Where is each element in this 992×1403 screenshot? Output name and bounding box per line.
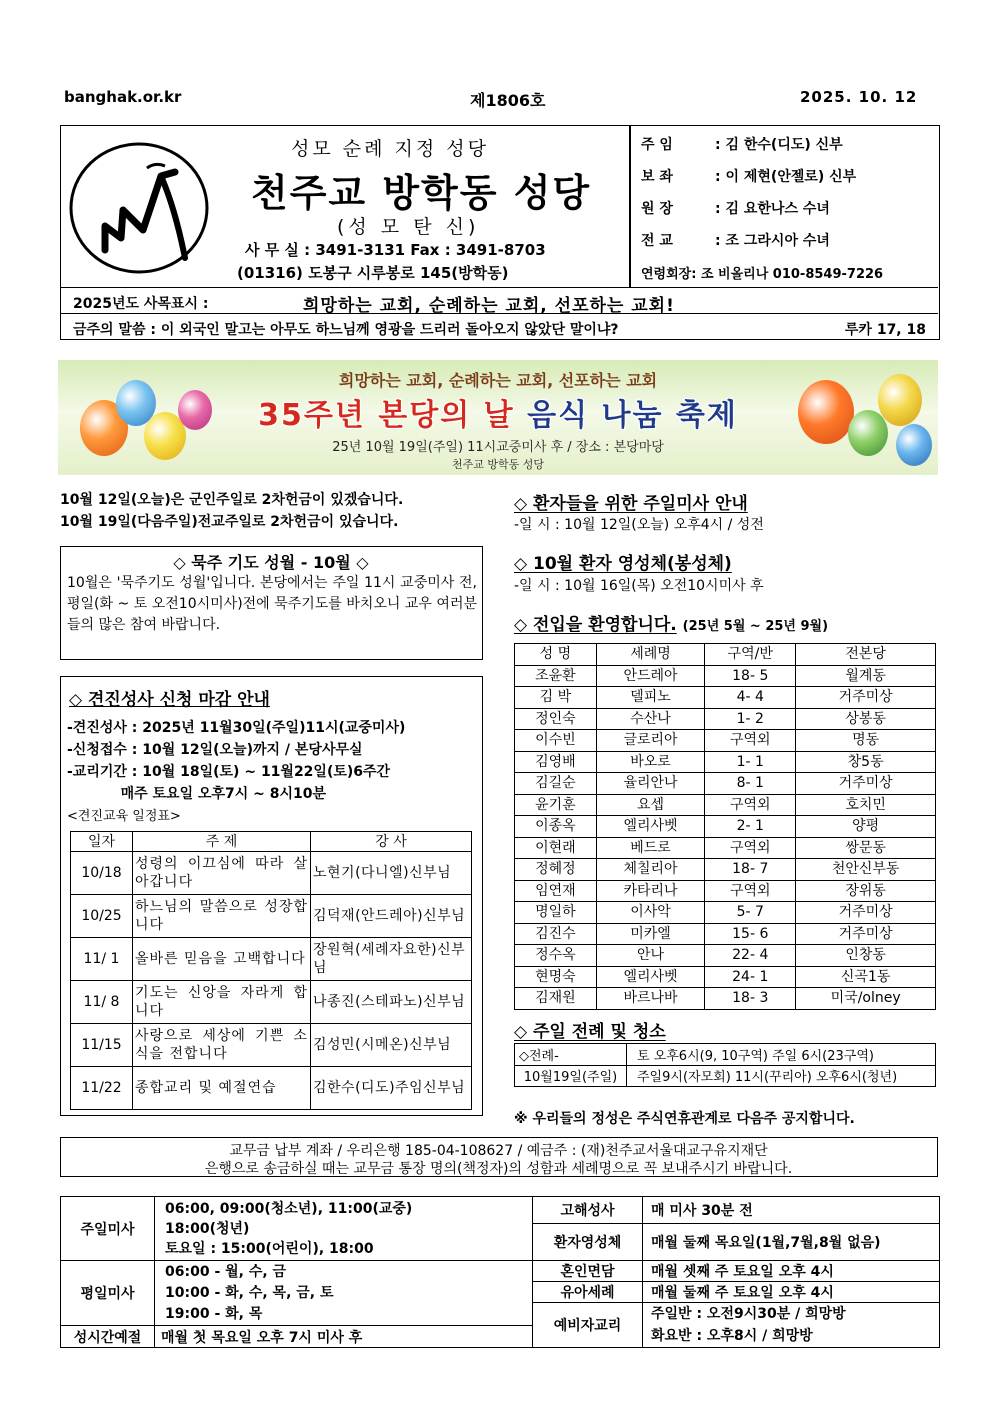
table-row: 예비자교리 주일반 : 오전9시30분 / 희망방 화요반 : 오후8시 / 희망방 [61,1303,940,1326]
sick-communion-heading: ◇ 10월 환자 영성체(봉성체) [514,554,732,574]
table-row: 11/ 8 기도는 신앙을 자라게 합니다 나종진(스테파노)신부님 [71,981,472,1024]
header-main [61,126,938,288]
table-row: ◇전례- 토 오후6시(9, 10구역) 주일 6시(23구역) [515,1044,936,1066]
staff-row: 원 장 : 김 요한나스 수녀 [641,201,830,217]
confirmation-box [60,676,483,1116]
staff-row: 주 임 : 김 한수(디도) 신부 [641,137,843,153]
table-row: 11/ 1 올바른 믿음을 고백합니다 장원혁(세례자요한)신부님 [71,938,472,981]
parish-address: (01316) 도봉구 시루봉로 145(방학동) [237,264,509,282]
table-row: 평일미사 06:00 - 월, 수, 금 10:00 - 화, 수, 목, 금, 토 19:00 - 화, 목 혼인면담 매월 셋째 주 토요일 오후 4시 [61,1261,940,1282]
newcomers-heading: ◇ 전입을 환영합니다. (25년 5월 ~ 25년 9월) [514,615,829,635]
rosary-text: 10월은 '묵주기도 성월'입니다. 본당에서는 주일 11시 교중미사 전, 평일(화 ~ 토 오전10시미사)전에 묵주기도를 바치오니 교우 여러분들의 많은 참여 바랍니다. [67,575,477,633]
table-header: 주 제 [133,832,311,852]
table-row: 이수빈 글로리아 구역외 명동 [515,730,936,752]
header-box [60,125,940,340]
table-header: 구역/반 [705,644,796,666]
rosary-box [60,546,483,660]
table-row: 명일하 이사악 5- 7 거주미상 [515,902,936,924]
sick-mass-info: -일 시 : 10월 12일(오늘) 오후4시 / 성전 [514,517,764,533]
table-row: 11/15 사랑으로 세상에 기쁜 소식을 전합니다 김성민(시메온)신부님 [71,1024,472,1067]
rosary-title: ◇ 묵주 기도 성월 - 10월 ◇ [173,553,369,572]
table-row: 주일미사 06:00, 09:00(청소년), 11:00(교중) 18:00(청년) 토요일 : 15:00(어린이), 18:00 고해성사 매 미사 30분 전 [61,1197,940,1224]
confirmation-line: -신청접수 : 10월 12일(오늘)까지 / 본당사무실 [67,742,363,758]
table-row: 김길순 율리안나 8- 1 거주미상 [515,773,936,795]
confirmation-title: ◇ 견진성사 신청 마감 안내 [69,690,270,710]
table-header: 전본당 [796,644,936,666]
banner-schedule: 25년 10월 19일(주일) 11시교중미사 후 / 장소 : 본당마당 [332,440,664,455]
issue-number: 제1806호 [470,91,546,110]
staff-row: 보 좌 : 이 제현(안젤로) 신부 [641,169,857,185]
table-row: 이현래 베드로 구역외 쌍문동 [515,837,936,859]
table-row: 10/18 성령의 이끄심에 따라 살아갑니다 노현기(다니엘)신부님 [71,852,472,895]
sick-communion-info: -일 시 : 10월 16일(목) 오전10시미사 후 [514,578,764,594]
table-row: 유아세례 매월 둘째 주 토요일 오후 4시 [61,1282,940,1303]
table-row: 11/22 종합교리 및 예절연습 김한수(디도)주임신부님 [71,1067,472,1110]
education-schedule-label: <견진교육 일정표> [67,809,181,824]
liturgy-heading: ◇ 주일 전례 및 청소 [514,1022,666,1042]
table-row: 정혜정 체칠리아 18- 7 천안신부동 [515,859,936,881]
table-row: 현명숙 엘리사벳 24- 1 신곡1동 [515,966,936,988]
table-header: 성 명 [515,644,597,666]
table-row: 조윤환 안드레아 18- 5 월계동 [515,665,936,687]
table-row: 김 박 델피노 4- 4 거주미상 [515,687,936,709]
header-subtitle: 성모 순례 지정 성당 [291,138,489,160]
collection-note: 10월 12일(오늘)은 군인주일로 2차헌금이 있겠습니다. [60,492,404,508]
table-row: 임연재 카타리나 구역외 장위동 [515,880,936,902]
table-row: 김진수 미카엘 15- 6 거주미상 [515,923,936,945]
table-row: 10/25 하느님의 말씀으로 성장합니다 김덕재(안드레아)신부님 [71,895,472,938]
weekly-word: 금주의 말씀 : 이 외국인 말고는 아무도 하느님께 영광을 드리러 돌아오지 않았단 말이냐? 루카 17, 18 [73,322,926,338]
parish-logo-icon [65,138,213,278]
staff-row: 연령회장: 조 비올리나 010-8549-7226 [641,267,884,282]
table-row: 10월19일(주일) 주일9시(자모회) 11시(꾸리아) 오후6시(청년) [515,1065,936,1087]
sick-mass-heading: ◇ 환자들을 위한 주일미사 안내 [514,494,748,514]
parish-name: 천주교 방학동 성당 [251,171,592,215]
pastoral-motto: 2025년도 사목표시 : 희망하는 교회, 순례하는 교회, 선포하는 교회! [61,289,938,314]
table-row: 김영배 바오로 1- 1 창5동 [515,751,936,773]
confirmation-line: 매주 토요일 오후7시 ~ 8시10분 [67,786,327,802]
table-row: 이종옥 엘리사벳 2- 1 양평 [515,816,936,838]
festival-banner [58,360,938,475]
parish-patron: (성 모 탄 신) [337,216,480,238]
offering-notice: ※ 우리들의 정성은 주식연휴관계로 다음주 공지합니다. [514,1111,855,1127]
table-header: 세례명 [596,644,704,666]
bank-account: 교무금 납부 계좌 / 우리은행 185-04-108627 / 예금주 : (재)천주교서울대교구유지재단 [229,1143,768,1159]
table-row: 정수옥 안나 22- 4 인창동 [515,945,936,967]
banner-parish: 천주교 방학동 성당 [451,458,544,471]
bank-account-box [60,1137,938,1177]
table-header: 강 사 [311,832,472,852]
newcomers-table [514,643,936,1010]
table-row: 김재원 바르나바 18- 3 미국/olney [515,988,936,1010]
table-header: 일자 [71,832,133,852]
table-row: 성시간예절 매월 첫 목요일 오후 7시 미사 후 [61,1326,940,1348]
website: banghak.or.kr [64,88,182,106]
mass-schedule-table [60,1196,940,1348]
confirmation-line: -견진성사 : 2025년 11월30일(주일)11시(교중미사) [67,720,406,736]
banner-motto: 희망하는 교회, 순례하는 교회, 선포하는 교회 [338,371,658,390]
table-row: 정인숙 수산나 1- 2 상봉동 [515,708,936,730]
staff-row: 전 교 : 조 그라시아 수녀 [641,233,830,249]
banner-title: 35주년 본당의 날 음식 나눔 축제 [258,398,738,433]
collection-note: 10월 19일(다음주일)전교주일로 2차헌금이 있습니다. [60,514,399,530]
liturgy-table [514,1043,936,1087]
office-phone: 사 무 실 : 3491-3131 Fax : 3491-8703 [245,241,546,259]
education-schedule-table [70,831,472,1110]
table-row: 윤기훈 요셉 구역외 호치민 [515,794,936,816]
confirmation-line: -교리기간 : 10월 18일(토) ~ 11월22일(토)6주간 [67,764,391,780]
table-row: 환자영성체 매월 둘째 목요일(1월,7월,8월 없음) [61,1224,940,1234]
bank-note: 은행으로 송금하실 때는 교무금 통장 명의(책정자)의 성함과 세례명으로 꼭 보내주시기 바랍니다. [204,1161,793,1177]
issue-date: 2025. 10. 12 [800,88,918,106]
